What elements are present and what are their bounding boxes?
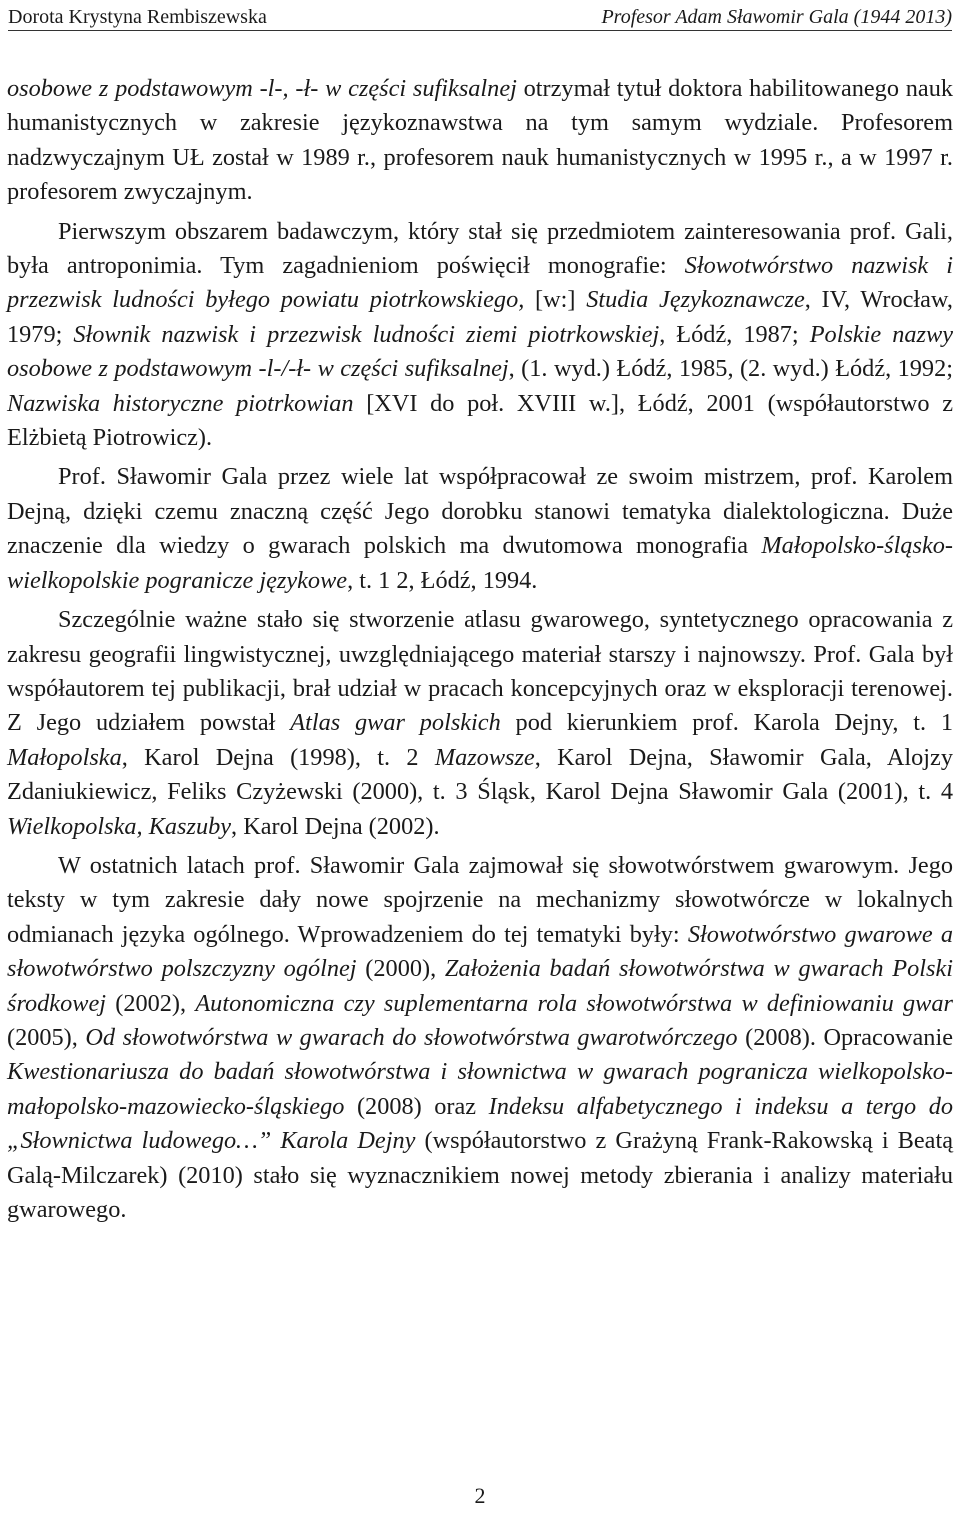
text-run: (2008). Opracowanie	[737, 1023, 953, 1051]
italic-text: Małopolska	[7, 743, 122, 771]
text-run: Szczególnie ważne stało się stworzenie atlasu gwarowego, syntetycznego opracowania z zakresu geografii lingwistycznej, uwzględniającego materiał starszy i najnowszy. Prof. Gala był współautorem tej publikacji, brał udział w pracach koncepcyjnych oraz w eksploracji terenowej. Z Jego udziałem powstał	[7, 606, 953, 737]
article-body	[7, 72, 953, 1227]
italic-text: Słowotwórstwo gwarowe a słowotwórstwo polszczyzny ogólnej	[7, 920, 953, 983]
italic-text: Nazwiska historyczne piotrkowian	[7, 389, 354, 417]
header-title: Profesor Adam Sławomir Gala (1944 2013)	[601, 6, 952, 28]
italic-text: Wielkopolska, Kaszuby	[7, 812, 232, 840]
text-run: pod kierunkiem prof. Karola Dejny, t. 1	[500, 709, 954, 737]
running-header	[8, 4, 952, 31]
text-run: , Karol Dejna (1998), t. 2	[121, 743, 435, 771]
text-run: Pierwszym obszarem badawczym, który stał się przedmiotem zainteresowania prof. Gali, była antroponimia. Tym zagadnieniom poświęcił monografie:	[7, 217, 953, 280]
text-run: [XVI do poł. XVIII w.], Łódź, 2001 (współautorstwo z Elżbietą Piotrowicz).	[7, 389, 954, 452]
text-run: (2005),	[7, 1023, 86, 1051]
text-run: , t. 1 2, Łódź, 1994.	[347, 566, 538, 594]
header-author: Dorota Krystyna Rembiszewska	[8, 6, 267, 28]
italic-text: osobowe z podstawowym -l-, -ł- w części sufiksalnej	[7, 75, 517, 102]
text-run: , (1. wyd.) Łódź, 1985, (2. wyd.) Łódź, 1992;	[508, 355, 953, 383]
italic-text: Studia Językoznawcze	[586, 286, 805, 314]
text-run: , Karol Dejna, Sławomir Gala, Alojzy Zdaniukiewicz, Feliks Czyżewski (2000), t. 3 Śląsk, Karol Dejna Sławomir Gala (2001), t. 4	[7, 743, 953, 806]
italic-text: Założenia badań słowotwórstwa w gwarach Polski środkowej	[7, 955, 954, 1017]
text-run: otrzymał tytuł doktora habilitowanego nauk humanistycznych w zakresie językoznawstwa na tym samym wydziale. Profesorem nadzwyczajnym UŁ został w 1989 r., profesorem nauk humanistycznych w 1995 r., a w 1997 r. profesorem zwyczajnym.	[7, 75, 953, 206]
italic-text: Atlas gwar polskich	[290, 709, 501, 737]
paragraph	[7, 603, 953, 844]
paragraph	[7, 849, 953, 1227]
italic-text: Autonomiczna czy suplementarna rola słowotwórstwa w definiowaniu gwar	[195, 989, 953, 1017]
text-run: (współautorstwo z Grażyną Frank-Rakowską i Beatą Galą-Milczarek) (2010) stało się wyznacznikiem nowej metody zbierania i analizy materiału gwarowego.	[7, 1127, 953, 1223]
italic-text: Mazowsze	[434, 743, 535, 771]
text-run: , Łódź, 1987;	[659, 320, 810, 348]
text-run: [w:]	[524, 286, 587, 314]
text-run: (2002),	[105, 989, 196, 1017]
text-run: (2000),	[356, 955, 445, 983]
text-run: W ostatnich latach prof. Sławomir Gala zajmował się słowotwórstwem gwarowym. Jego teksty w tym zakresie dały nowe spojrzenie na mechanizmy słowotwórcze w lokalnych odmianach języka ogólnego. Wprowadzeniem do tej tematyki były:	[7, 851, 953, 948]
text-run: Prof. Sławomir Gala przez wiele lat współpracował ze swoim mistrzem, prof. Karolem Dejną, dzięki czemu znaczną część Jego dorobku stanowi tematyka dialektologiczna. Duże znaczenie dla wiedzy o gwarach polskich ma dwutomowa monografia	[7, 463, 953, 560]
paragraph	[7, 72, 953, 210]
italic-text: Indeksu alfabetycznego i indeksu a tergo do „Słownictwa ludowego…” Karola Dejny	[7, 1092, 953, 1155]
italic-text: Od słowotwórstwa w gwarach do słowotwórstwa gwarotwórczego	[85, 1023, 738, 1051]
italic-text: Słowotwórstwo nazwisk i przezwisk ludności byłego powiatu piotrkowskiego,	[7, 252, 953, 314]
italic-text: Małopolsko-śląsko-wielkopolskie pogranicze językowe	[7, 532, 953, 594]
text-run: , Karol Dejna (2002).	[231, 812, 440, 840]
page-number: 2	[474, 1483, 486, 1508]
text-run: , IV, Wrocław, 1979;	[7, 286, 953, 348]
italic-text: Polskie nazwy osobowe z podstawowym -l-/-ł- w części sufiksalnej	[7, 320, 953, 383]
paragraph	[7, 215, 953, 456]
italic-text: Słownik nazwisk i przezwisk ludności ziemi piotrkowskiej	[73, 320, 660, 348]
italic-text: Kwestionariusza do badań słowotwórstwa i słownictwa w gwarach pogranicza wielkopolsko-małopolsko-mazowiecko-śląskiego	[7, 1058, 953, 1120]
text-run: (2008) oraz	[344, 1092, 489, 1120]
paragraph	[7, 460, 953, 598]
